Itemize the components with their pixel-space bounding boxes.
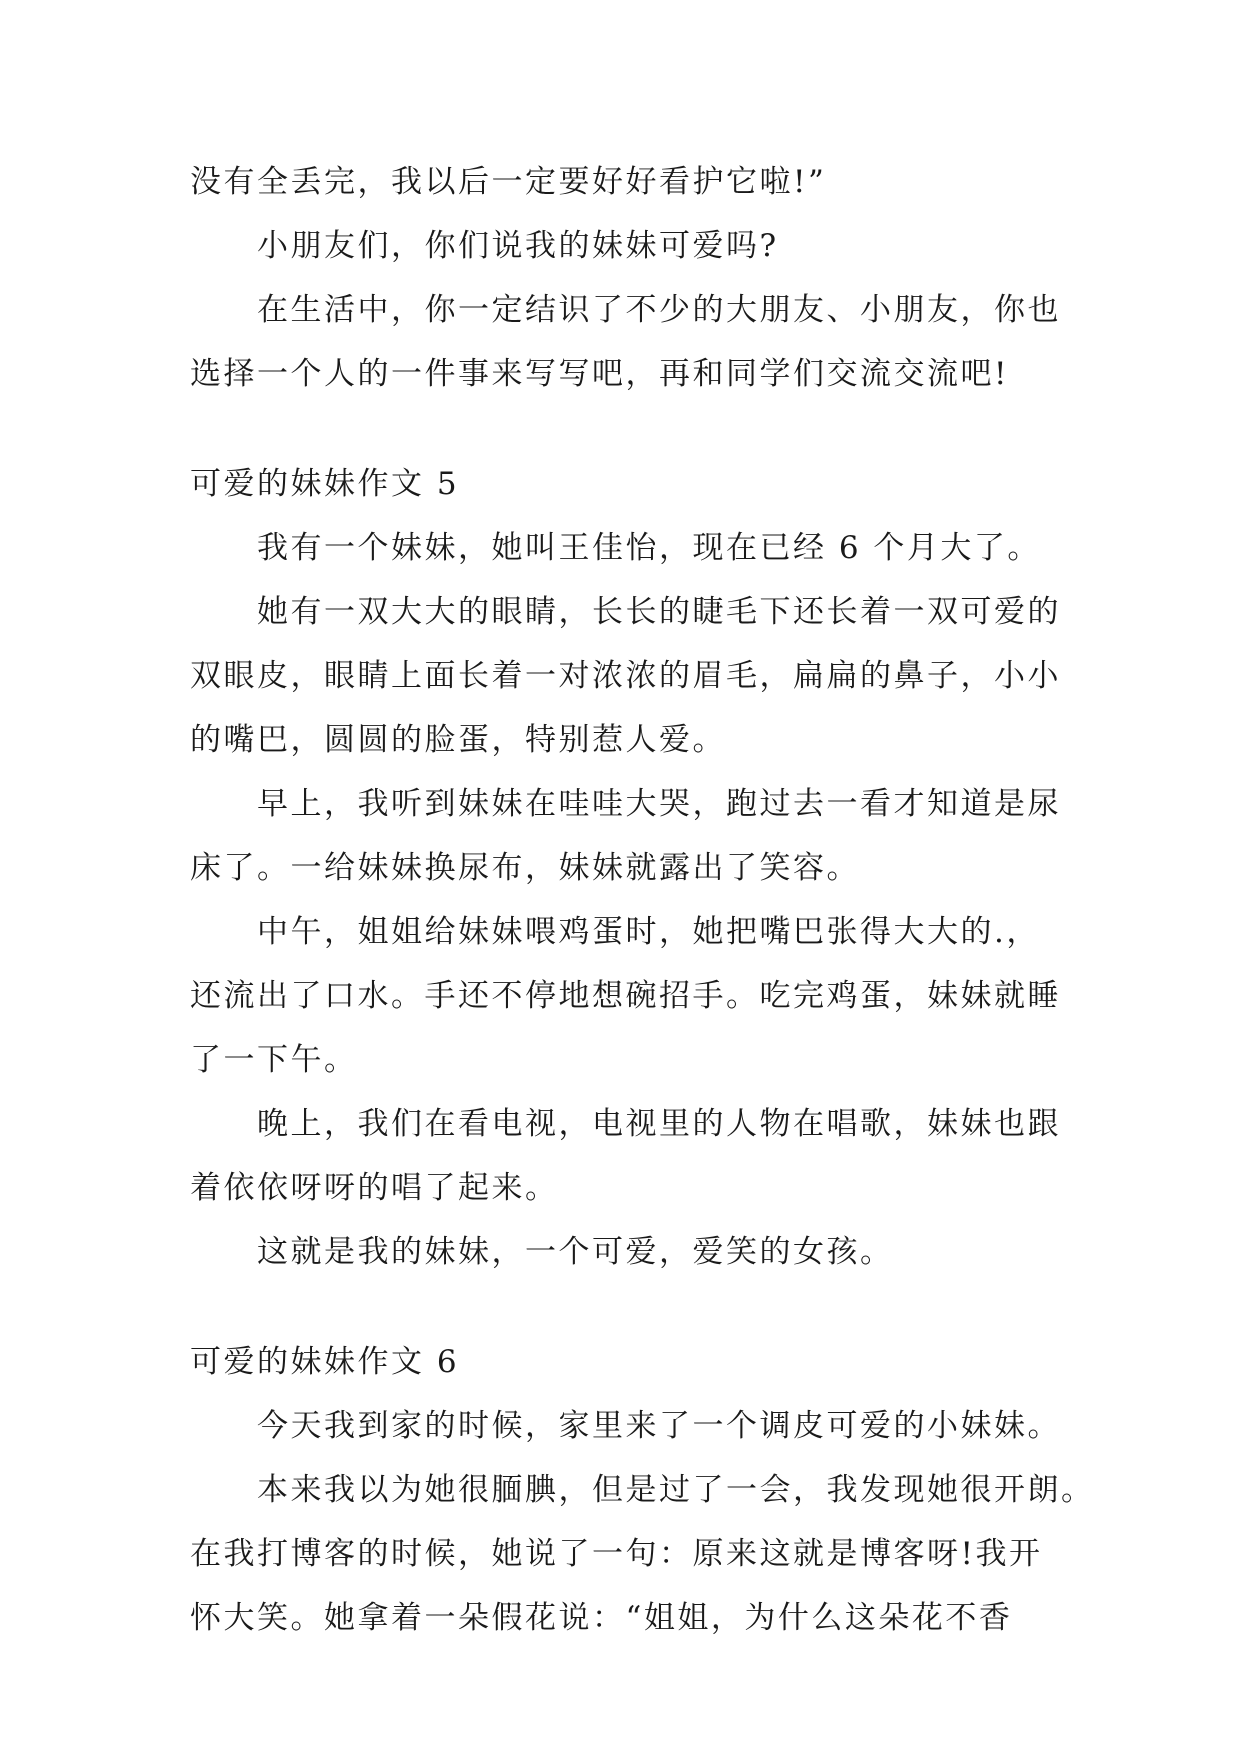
paragraph-line: 我有一个妹妹，她叫王佳怡，现在已经 6 个月大了。 [257, 530, 1041, 566]
paragraph-line: 床了。一给妹妹换尿布，妹妹就露出了笑容。 [190, 850, 860, 886]
paragraph-line: 她有一双大大的眼睛，长长的睫毛下还长着一双可爱的 [257, 594, 1061, 630]
paragraph-line: 还流出了口水。手还不停地想碗招手。吃完鸡蛋，妹妹就睡 [190, 978, 1061, 1014]
paragraph-line: 这就是我的妹妹，一个可爱，爱笑的女孩。 [257, 1234, 894, 1270]
paragraph-line: 选择一个人的一件事来写写吧，再和同学们交流交流吧! [190, 356, 1009, 392]
section-heading: 可爱的妹妹作文 6 [190, 1344, 460, 1380]
paragraph-line: 怀大笑。她拿着一朵假花说：“姐姐，为什么这朵花不香 [190, 1600, 1013, 1636]
paragraph-line: 早上，我听到妹妹在哇哇大哭，跑过去一看才知道是尿 [257, 786, 1061, 822]
paragraph-line: 在我打博客的时候，她说了一句：原来这就是博客呀!我开 [190, 1536, 1043, 1572]
paragraph-line: 本来我以为她很腼腆，但是过了一会，我发现她很开朗。 [257, 1472, 1095, 1508]
paragraph-line: 的嘴巴，圆圆的脸蛋，特别惹人爱。 [190, 722, 726, 758]
paragraph-line: 晚上，我们在看电视，电视里的人物在唱歌，妹妹也跟 [257, 1106, 1061, 1142]
paragraph-line: 中午，姐姐给妹妹喂鸡蛋时，她把嘴巴张得大大的.， [257, 914, 1040, 950]
paragraph-line: 没有全丢完，我以后一定要好好看护它啦!” [190, 164, 827, 200]
paragraph-line: 今天我到家的时候，家里来了一个调皮可爱的小妹妹。 [257, 1408, 1061, 1444]
paragraph-line: 在生活中，你一定结识了不少的大朋友、小朋友，你也 [257, 292, 1061, 328]
paragraph-line: 了一下午。 [190, 1042, 358, 1078]
paragraph-line: 着依依呀呀的唱了起来。 [190, 1170, 559, 1206]
paragraph-line: 双眼皮，眼睛上面长着一对浓浓的眉毛，扁扁的鼻子，小小 [190, 658, 1061, 694]
section-heading: 可爱的妹妹作文 5 [190, 466, 460, 502]
paragraph-line: 小朋友们，你们说我的妹妹可爱吗? [257, 228, 779, 264]
